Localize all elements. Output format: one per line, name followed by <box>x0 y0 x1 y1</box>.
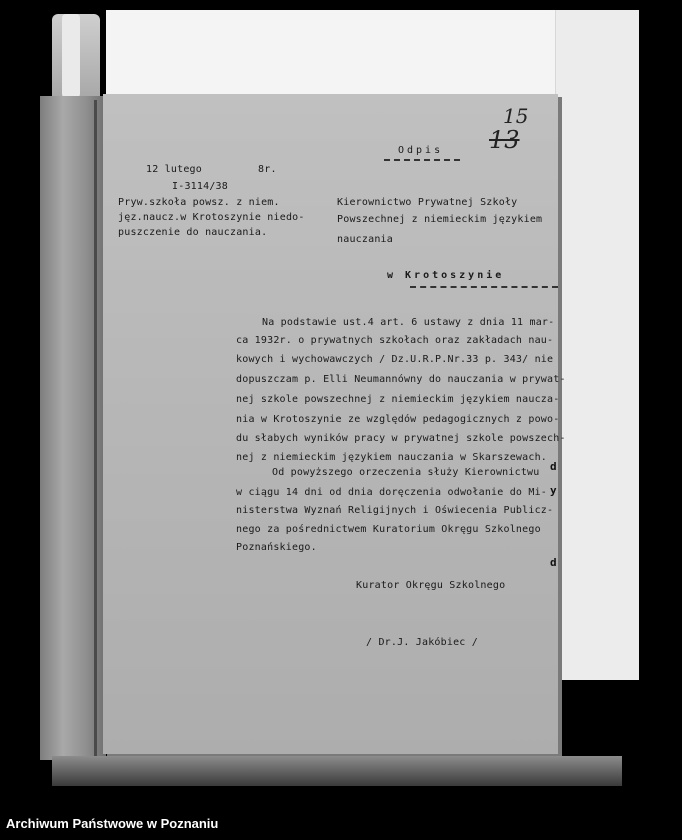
margin-mark: d <box>550 556 557 569</box>
margin-mark: d <box>550 460 557 473</box>
folder-tab-fold <box>62 14 80 98</box>
body-line: nej z niemieckim językiem nauczania w Skarszewach. <box>236 452 548 463</box>
body-line: nego za pośrednictwem Kuratorium Okręgu Szkolnego <box>236 524 541 535</box>
addressee-line-3: nauczania <box>337 234 393 245</box>
binding-thread <box>94 100 97 760</box>
body-line: Na podstawie ust.4 art. 6 ustawy z dnia 11 mar- <box>262 317 555 328</box>
document-date: 12 lutego <box>146 164 202 175</box>
body-line: nej szkole powszechnej z niemieckim językiem naucza- <box>236 394 560 405</box>
archive-label: Archiwum Państwowe w Poznaniu <box>6 816 219 831</box>
subject-line-3: puszczenie do nauczania. <box>118 227 268 238</box>
margin-mark: y <box>550 484 557 497</box>
addressee-line-1: Kierownictwo Prywatnej Szkoły <box>337 197 518 208</box>
body-line: ca 1932r. o prywatnych szkołach oraz zakładach nau- <box>236 335 554 346</box>
body-line: kowych i wychowawczych / Dz.U.R.P.Nr.33 p. 343/ nie <box>236 354 554 365</box>
addressee-line-2: Powszechnej z niemieckim językiem <box>337 214 543 225</box>
margin-marks <box>550 460 564 610</box>
copy-label: Odpis <box>398 145 444 156</box>
body-line: nia w Krotoszynie ze względów pedagogicznych z powo- <box>236 414 560 425</box>
subject-line-2: jęz.naucz.w Krotoszynie niedo- <box>118 212 305 223</box>
body-line: Poznańskiego. <box>236 542 317 553</box>
background-sheet-edge <box>555 10 639 680</box>
addressee-place-underline <box>410 286 558 288</box>
signature-title: Kurator Okręgu Szkolnego <box>356 580 506 591</box>
sheet-number-crossed: 13 <box>489 126 520 154</box>
body-line: w ciągu 14 dni od dnia doręczenia odwołanie do Mi- <box>236 487 548 498</box>
body-line: dopuszczam p. Elli Neumannówny do nauczania w prywat- <box>236 374 566 385</box>
sheet-number: 15 <box>503 104 529 128</box>
body-line: Od powyższego orzeczenia służy Kierownictwu <box>272 467 540 478</box>
reference-number: I-3114/38 <box>172 181 228 192</box>
copy-label-underline <box>384 159 460 161</box>
body-line: du słabych wyników pracy w prywatnej szkole powszech- <box>236 433 566 444</box>
bottom-shadow <box>52 756 622 786</box>
subject-line-1: Pryw.szkoła powsz. z niem. <box>118 197 280 208</box>
document-year: 8r. <box>258 164 277 175</box>
addressee-place: w Krotoszynie <box>387 270 505 281</box>
signature-name: / Dr.J. Jakóbiec / <box>366 637 478 648</box>
body-line: nisterstwa Wyznań Religijnych i Oświecenia Publicz- <box>236 505 554 516</box>
